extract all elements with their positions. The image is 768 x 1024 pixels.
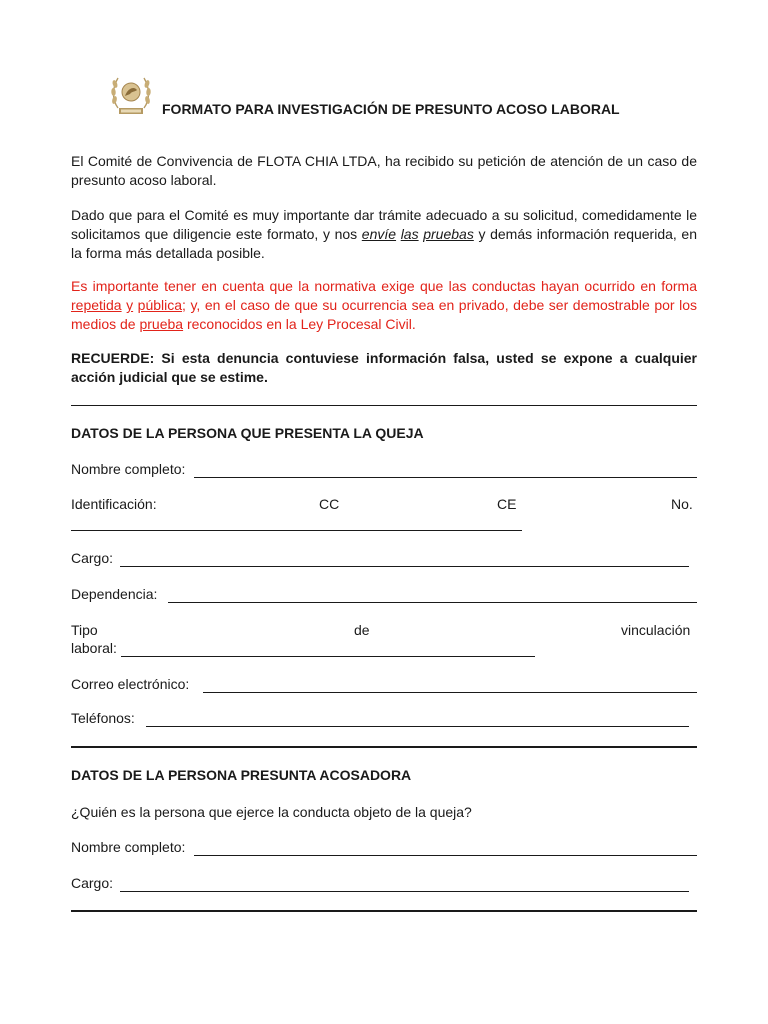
legal-note-paragraph: Es importante tener en cuenta que la normativa exige que las conductas hayan ocurrido en forma repetida y pública; y, en el caso de que su ocurrencia sea en privado, debe ser demostrable por los medios de prueba reconocidos en la Ley Procesal Civil. xyxy=(71,278,697,332)
underlined-word: las xyxy=(400,226,419,242)
accused-name-field[interactable] xyxy=(194,854,697,856)
accused-position-field[interactable] xyxy=(120,890,689,892)
phones-label: Teléfonos: xyxy=(71,710,135,726)
email-label: Correo electrónico: xyxy=(71,676,190,692)
complainant-position-field[interactable] xyxy=(120,565,689,567)
contract-type-field[interactable] xyxy=(121,655,535,657)
document-title: FORMATO PARA INVESTIGACIÓN DE PRESUNTO ACOSO LABORAL xyxy=(162,101,620,117)
phones-field[interactable] xyxy=(146,725,689,727)
accused-question: ¿Quién es la persona que ejerce la conducta objeto de la queja? xyxy=(71,804,472,820)
complainant-position-label: Cargo: xyxy=(71,550,114,566)
underlined-word: y xyxy=(126,297,134,313)
contract-type-label-word: Tipo xyxy=(71,622,98,638)
section-divider xyxy=(71,910,697,912)
underlined-word: prueba xyxy=(139,316,184,332)
contract-type-label-word: de xyxy=(354,622,370,638)
id-label: Identificación: xyxy=(71,496,157,512)
department-field[interactable] xyxy=(168,601,697,603)
divider xyxy=(71,405,697,406)
company-laurel-logo-icon xyxy=(108,70,154,120)
email-field[interactable] xyxy=(203,691,697,693)
contract-type-label-word: laboral: xyxy=(71,640,117,656)
ce-option-label[interactable]: CE xyxy=(497,496,517,512)
accused-section-heading: DATOS DE LA PERSONA PRESUNTA ACOSADORA xyxy=(71,767,412,783)
underlined-word: envíe xyxy=(361,226,397,242)
warning-paragraph: RECUERDE: Si esta denuncia contuviese información falsa, usted se expone a cualquier acción judicial que se estime. xyxy=(71,350,697,385)
section-divider xyxy=(71,746,697,748)
accused-name-label: Nombre completo: xyxy=(71,839,186,855)
complainant-section-heading: DATOS DE LA PERSONA QUE PRESENTA LA QUEJA xyxy=(71,425,424,441)
underlined-word: repetida xyxy=(71,297,122,313)
contract-type-label-word: vinculación xyxy=(621,622,691,638)
underlined-word: pública xyxy=(137,297,183,313)
complainant-name-field[interactable] xyxy=(194,476,697,478)
accused-position-label: Cargo: xyxy=(71,875,114,891)
id-number-label: No. xyxy=(671,496,693,512)
department-label: Dependencia: xyxy=(71,586,158,602)
instructions-paragraph: Dado que para el Comité es muy importante dar trámite adecuado a su solicitud, comedidamente le solicitamos que diligencie este formato, y nos envíe las pruebas y demás información requerida, en la forma más detallada posible. xyxy=(71,207,697,261)
underlined-word: pruebas xyxy=(423,226,474,242)
intro-paragraph: El Comité de Convivencia de FLOTA CHIA LTDA, ha recibido su petición de atención de un caso de presunto acoso laboral. xyxy=(71,153,697,188)
id-number-field[interactable] xyxy=(71,529,522,531)
cc-option-label[interactable]: CC xyxy=(319,496,340,512)
complainant-name-label: Nombre completo: xyxy=(71,461,186,477)
